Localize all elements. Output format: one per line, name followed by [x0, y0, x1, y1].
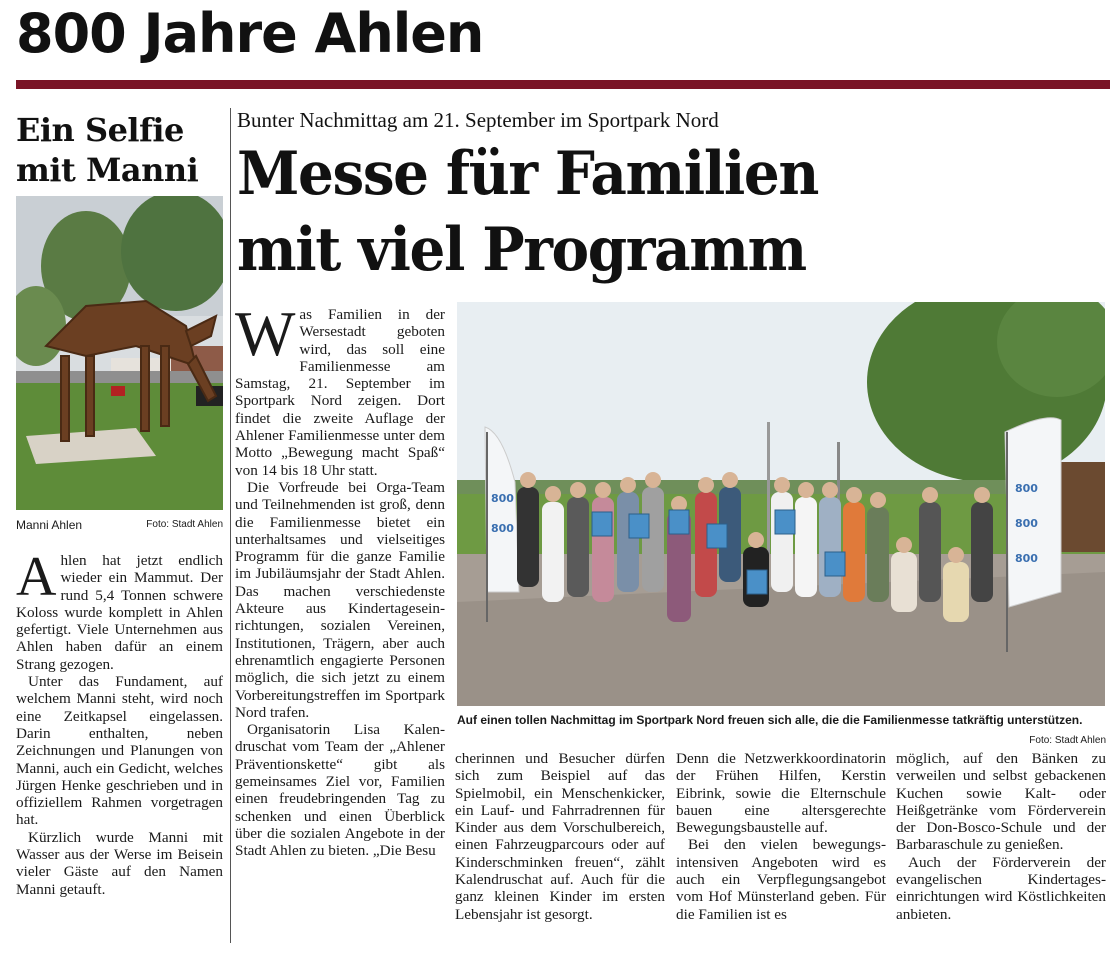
article-column-2	[455, 750, 665, 923]
sidebar-paragraph-3: Kürzlich wurde Manni mit Wasser aus der Werse im Beisein vieler Gäste auf den Namen Manni getauft.	[16, 828, 223, 898]
mammoth-sculpture-photo	[16, 196, 223, 510]
svg-text:800: 800	[491, 492, 514, 505]
sidebar-paragraph-2: Unter das Fundament, auf welchem Manni steht, wird noch eine Zeitkapsel eingelassen. Darin enthalten, neben Zeichnungen und Planungen von Manni, auch ein Gedicht, welches Jürgen Henke geschrieben und in offiziellem Rahmen vorgetragen hat.	[16, 673, 223, 829]
article-paragraph-2: Die Vorfreude bei Orga-Team und Teilnehmenden ist groß, denn die Familienmesse bietet ein unterhaltsames und vielseitiges Programm für die ganze Familie im Jubiläumsjahr der Stadt Ahlen. Das machen verschiedenste Akteure aus Kindertageseinrichtungen, sozialen Vereinen, Institutionen, Trägern, aber auch ehrenamtlich engagierte Personen möglich, die sich jetzt zu einem Vorbereitungstreffen im Sportpark Nord trafen.	[235, 478, 445, 721]
sidebar-headline-line2: mit Manni	[16, 151, 199, 189]
sidebar-photo-credit: Foto: Stadt Ahlen	[146, 519, 223, 530]
sidebar-headline	[16, 110, 226, 190]
article-headline	[237, 136, 1055, 288]
column-divider	[230, 108, 231, 943]
article-headline-line1: Messe für Familien	[237, 139, 818, 209]
masthead: 800 Jahre Ahlen	[16, 2, 484, 65]
article-paragraph-8: Auch der Förderverein der evangelischen Kindertageseinrichtungen wird Köstlichkeiten anbieten.	[896, 853, 1106, 923]
article-headline-line2: mit viel Programm	[237, 215, 806, 285]
article-paragraph-1	[235, 298, 445, 479]
article-dropcap: W	[235, 298, 296, 369]
article-paragraph-7: möglich, auf den Bänken zu verweilen und selbst gebackenen Kuchen sowie Kalt- oder Heißgetränke vom Förderverein der Don-Bosco-Schule und der Barbaraschule zu genießen.	[896, 750, 1106, 854]
article-kicker: Bunter Nachmittag am 21. September im Sportpark Nord	[237, 108, 719, 132]
article-paragraph-5: Denn die Netzwerkkoordinatorin der Frühen Hilfen, Kerstin Eibrink, sowie die Elternschule bauen eine altersgerechte Bewegungsbaustelle auf.	[676, 750, 886, 837]
group-photo-credit: Foto: Stadt Ahlen	[1029, 735, 1106, 746]
sidebar-caption-text: Manni Ahlen	[16, 518, 83, 532]
sidebar-paragraph-1	[16, 546, 223, 673]
sidebar-paragraph-1-text: hlen hat jetzt endlich wieder ein Mammut. Der rund 5,4 Tonnen schwere Koloss wurde komplett in Ahlen gefertigt. Viele Unternehmen aus Ahlen haben dafür an einem Strang gezogen.	[16, 552, 223, 673]
sidebar-body	[16, 546, 223, 898]
article-paragraph-6: Bei den vielen bewegungsintensiven Angeboten wird es auch ein Verpflegungsangebot vom Hof Münsterland geben. Für die Familien ist es	[676, 836, 886, 923]
sidebar-dropcap: A	[16, 546, 57, 608]
article-column-1	[235, 298, 445, 860]
group-photo-caption: Auf einen tollen Nachmittag im Sportpark Nord freuen sich alle, die die Familienmesse tatkräftig unterstützen.	[457, 713, 1083, 727]
article-paragraph-3: Organisatorin Lisa Kalendruschat vom Team der „Ahlener Präventionskette“ gibt als gemeinsames Ziel vor, Familien einen freudebringenden Tag zu schenken und einen Überblick über die sozialen Angebote in der Stadt Ahlen zu bieten. „Die Besu	[235, 721, 445, 860]
masthead-rule	[16, 80, 1110, 89]
svg-text:800: 800	[1015, 482, 1038, 495]
svg-text:800: 800	[491, 522, 514, 535]
article-paragraph-1-text: as Familien in der Wersestadt geboten wird, das soll eine Familienmesse am Samstag, 21. September im Sportpark Nord zeigen. Dort findet die zweite Auflage der Ahlener Familienmesse unter dem Motto „Bewegung macht Spaß“ von 14 bis 18 Uhr statt.	[235, 306, 445, 479]
group-photo	[457, 302, 1105, 706]
svg-text:800: 800	[1015, 517, 1038, 530]
sidebar-headline-line1: Ein Selfie	[16, 111, 184, 149]
svg-text:800: 800	[1015, 552, 1038, 565]
article-column-4	[896, 750, 1106, 923]
article-column-3	[676, 750, 886, 923]
article-paragraph-4: cherinnen und Besucher dürfen sich zum Beispiel auf das Spielmobil, ein Menschenkicker, ein Lauf- und Fahrradrennen für Kinder aus dem Vorschulbereich, einen Fahrzeugparcours oder auf Kinderschminken freuen“, zählt Kalendruschat auf. Auch für die ganz kleinen Kinder im ersten Lebensjahr ist gesorgt.	[455, 750, 665, 923]
sidebar-photo-caption	[16, 518, 223, 534]
